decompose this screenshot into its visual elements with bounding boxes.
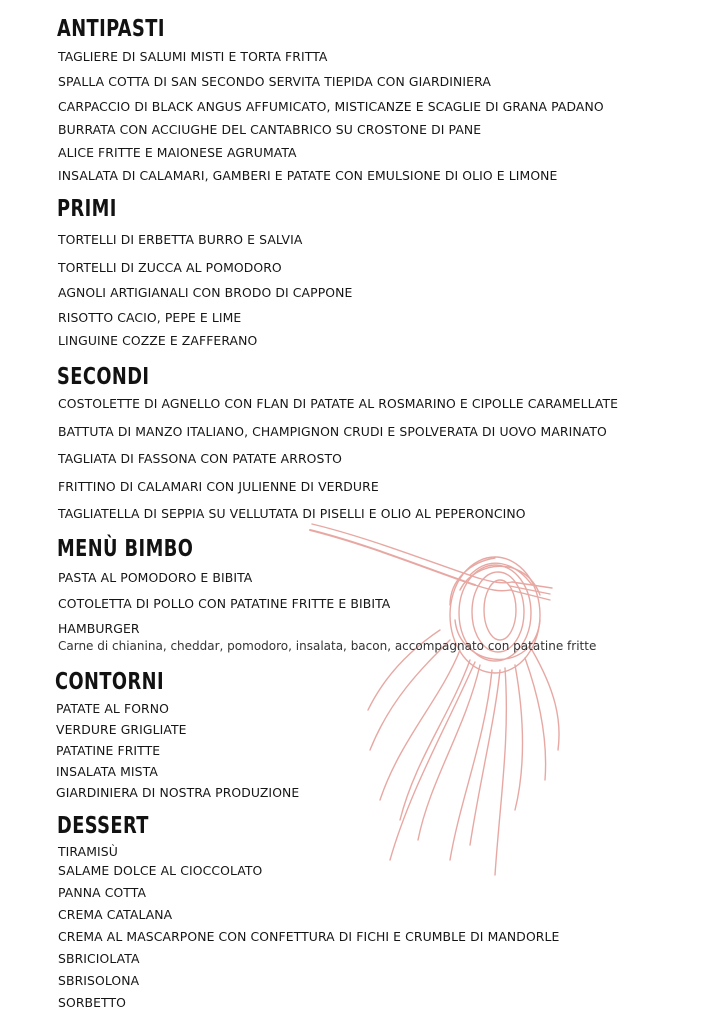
menu-item: SALAME DOLCE AL CIOCCOLATO	[58, 863, 263, 878]
menu-item: LINGUINE COZZE E ZAFFERANO	[58, 333, 258, 348]
menu-item: PATATINE FRITTE	[56, 743, 161, 758]
menu-item: INSALATA MISTA	[56, 764, 158, 779]
menu-item: BATTUTA DI MANZO ITALIANO, CHAMPIGNON CRUDI E SPOLVERATA DI UOVO MARINATO	[58, 424, 607, 439]
menu-item: COSTOLETTE DI AGNELLO CON FLAN DI PATATE AL ROSMARINO E CIPOLLE CARAMELLATE	[58, 396, 619, 411]
menu-item: SBRISOLONA	[58, 973, 140, 988]
menu-item: CARPACCIO DI BLACK ANGUS AFFUMICATO, MISTICANZE E SCAGLIE DI GRANA PADANO	[58, 99, 604, 114]
menu-item: TORTELLI DI ZUCCA AL POMODORO	[58, 260, 282, 275]
menu-item: BURRATA CON ACCIUGHE DEL CANTABRICO SU CROSTONE DI PANE	[58, 122, 482, 137]
section-title-primi: PRIMI	[57, 196, 117, 222]
menu-item: PASTA AL POMODORO E BIBITA	[58, 570, 253, 585]
menu-item: AGNOLI ARTIGIANALI CON BRODO DI CAPPONE	[58, 285, 353, 300]
menu-item: CREMA CATALANA	[58, 907, 173, 922]
menu-item-description: Carne di chianina, cheddar, pomodoro, insalata, bacon, accompagnato con patatine fritte	[58, 639, 597, 653]
menu-item: PANNA COTTA	[58, 885, 147, 900]
menu-item: TAGLIATA DI FASSONA CON PATATE ARROSTO	[58, 451, 343, 466]
fork-with-spaghetti-icon	[300, 500, 630, 890]
section-title-antipasti: ANTIPASTI	[57, 16, 165, 42]
section-title-menu-bimbo: MENÙ BIMBO	[57, 536, 194, 562]
section-title-secondi: SECONDI	[57, 364, 150, 390]
menu-item: VERDURE GRIGLIATE	[56, 722, 187, 737]
menu-item: TAGLIERE DI SALUMI MISTI E TORTA FRITTA	[58, 49, 328, 64]
menu-item: FRITTINO DI CALAMARI CON JULIENNE DI VERDURE	[58, 479, 379, 494]
menu-item: PATATE AL FORNO	[56, 701, 169, 716]
menu-item: SBRICIOLATA	[58, 951, 140, 966]
menu-item: ALICE FRITTE E MAIONESE AGRUMATA	[58, 145, 297, 160]
menu-item: CREMA AL MASCARPONE CON CONFETTURA DI FICHI E CRUMBLE DI MANDORLE	[58, 929, 560, 944]
section-title-dessert: DESSERT	[57, 813, 149, 839]
menu-item: TIRAMISÙ	[58, 844, 118, 859]
menu-item: HAMBURGER	[58, 621, 140, 636]
menu-item: INSALATA DI CALAMARI, GAMBERI E PATATE CON EMULSIONE DI OLIO E LIMONE	[58, 168, 558, 183]
menu-item: RISOTTO CACIO, PEPE E LIME	[58, 310, 242, 325]
menu-item: TORTELLI DI ERBETTA BURRO E SALVIA	[58, 232, 303, 247]
section-title-contorni: CONTORNI	[55, 669, 165, 695]
menu-item: GIARDINIERA DI NOSTRA PRODUZIONE	[56, 785, 300, 800]
menu-item: SORBETTO	[58, 995, 127, 1010]
menu-item: SPALLA COTTA DI SAN SECONDO SERVITA TIEPIDA CON GIARDINIERA	[58, 74, 491, 89]
menu-item: TAGLIATELLA DI SEPPIA SU VELLUTATA DI PISELLI E OLIO AL PEPERONCINO	[58, 506, 526, 521]
menu-item: COTOLETTA DI POLLO CON PATATINE FRITTE E BIBITA	[58, 596, 391, 611]
